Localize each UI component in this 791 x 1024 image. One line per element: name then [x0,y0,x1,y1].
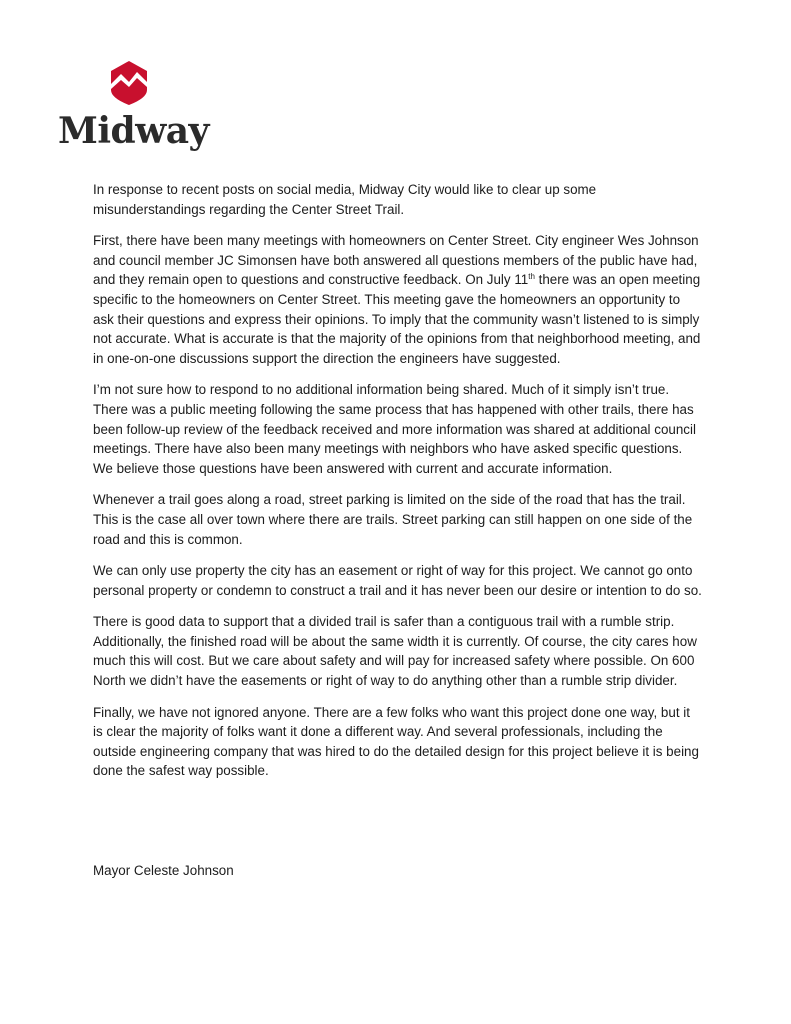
logo-wordmark: Midway [58,110,209,152]
letter-body [93,180,703,793]
paragraph-7: Finally, we have not ignored anyone. There are a few folks who want this project done one way, but it is clear the majority of folks want it done a different way. And several professionals, including the outside engineering company that was hired to do the detailed design for this project believe it is being done the safest way possible. [93,704,699,779]
paragraph-2: First, there have been many meetings with homeowners on Center Street. City engineer Wes Johnson and council member JC Simonsen have both answered all questions members of the public have had, and they remain open to questions and constructive feedback. On July 11th there was an open meeting specific to the homeowners on Center Street. This meeting gave the homeowners an opportunity to ask their questions and express their opinions. To imply that the community wasn’t listened to is simply not accurate. What is accurate is that the majority of the opinions from that neighborhood meeting, and in one-on-one discussions support the direction the engineers have suggested. [93,233,701,366]
signature: Mayor Celeste Johnson [93,863,234,878]
paragraph-4: Whenever a trail goes along a road, street parking is limited on the side of the road that has the trail. This is the case all over town where there are trails. Street parking can still happen on one side of the road and this is common. [93,492,693,547]
mountain-shield-icon [110,60,148,106]
paragraph-3: I’m not sure how to respond to no additional information being shared. Much of it simply isn’t true. There was a public meeting following the same process that has happened with other trails, there has been follow-up review of the feedback received and more information was shared at additional council meetings. There have also been many meetings with neighbors who have asked specific questions. We believe those questions have been answered with current and accurate information. [93,382,696,476]
paragraph-1: In response to recent posts on social media, Midway City would like to clear up some misunderstandings regarding the Center Street Trail. [93,182,597,217]
superscript-ordinal: th [528,272,535,282]
paragraph-5: We can only use property the city has an easement or right of way for this project. We cannot go onto personal property or condemn to construct a trail and it has never been our desire or intention to do so. [93,563,702,598]
paragraph-6: There is good data to support that a divided trail is safer than a contiguous trail with a rumble strip. Additionally, the finished road will be about the same width it is currently. Of course, the city cares how much this will cost. But we care about safety and will pay for increased safety where possible. On 600 North we didn’t have the easements or right of way to do anything other than a rumble strip divider. [93,614,697,689]
